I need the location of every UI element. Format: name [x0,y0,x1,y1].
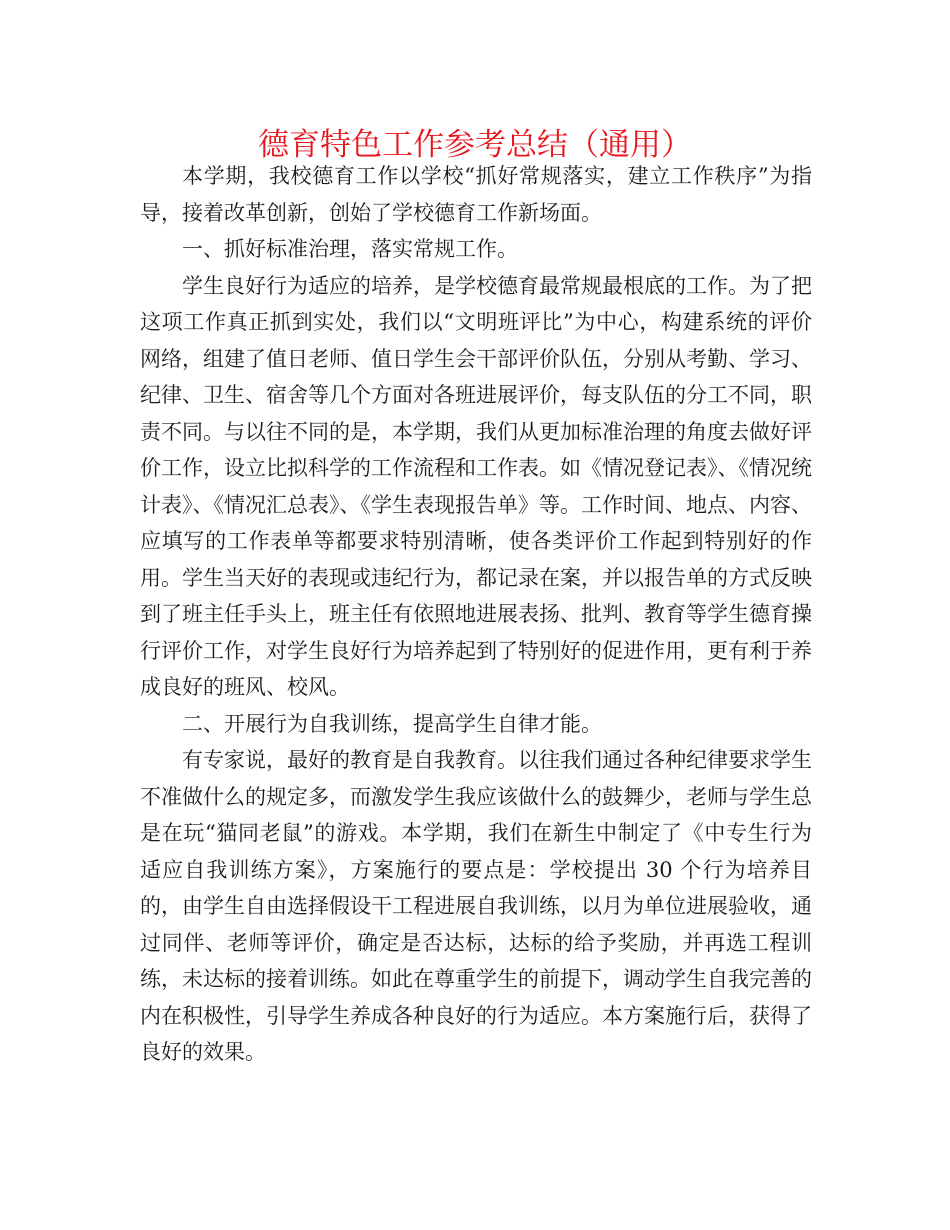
document-title: 德育特色工作参考总结（通用） [258,127,692,163]
section-heading-2: 二、开展行为自我训练，提高学生自律才能。 [182,711,602,736]
paragraph-intro: 本学期，我校德育工作以学校“抓好常规落实，建立工作秩序”为指导，接着改革创新，创始了学校德育工作新场面。 [140,164,812,225]
section-heading-1: 一、抓好标准治理，落实常规工作。 [182,237,518,261]
paragraph-section-2: 有专家说，最好的教育是自我教育。以往我们通过各种纪律要求学生不准做什么的规定多，而激发学生我应该做什么的鼓舞少，老师与学生总是在玩“猫同老鼠”的游戏。本学期，我们在新生中制定了《中专生行为适应自我训练方案》，方案施行的要点是：学校提出 30 个行为培养目的，由学生自由选择假设干工程进展自我训练，以月为单位进展验收，通过同伴、老师等评价，确定是否达标，达标的给予奖励，并再选工程训练，未达标的接着训练。如此在尊重学生的前提下，调动学生自我完善的内在积极性，引导学生养成各种良好的行为适应。本方案施行后，获得了良好的效果。 [140,748,812,1064]
document-body [140,158,812,1071]
paragraph-section-1: 学生良好行为适应的培养，是学校德育最常规最根底的工作。为了把这项工作真正抓到实处，我们以“文明班评比”为中心，构建系统的评价网络，组建了值日老师、值日学生会干部评价队伍，分别从考勤、学习、纪律、卫生、宿舍等几个方面对各班进展评价，每支队伍的分工不同，职责不同。与以往不同的是，本学期，我们从更加标准治理的角度去做好评价工作，设立比拟科学的工作流程和工作表。如《情况登记表》、《情况统计表》、《情况汇总表》、《学生表现报告单》等。工作时间、地点、内容、应填写的工作表单等都要求特别清晰，使各类评价工作起到特别好的作用。学生当天好的表现或违纪行为，都记录在案，并以报告单的方式反映到了班主任手头上，班主任有依照地进展表扬、批判、教育等学生德育操行评价工作，对学生良好行为培养起到了特别好的促进作用，更有利于养成良好的班风、校风。 [140,273,812,699]
